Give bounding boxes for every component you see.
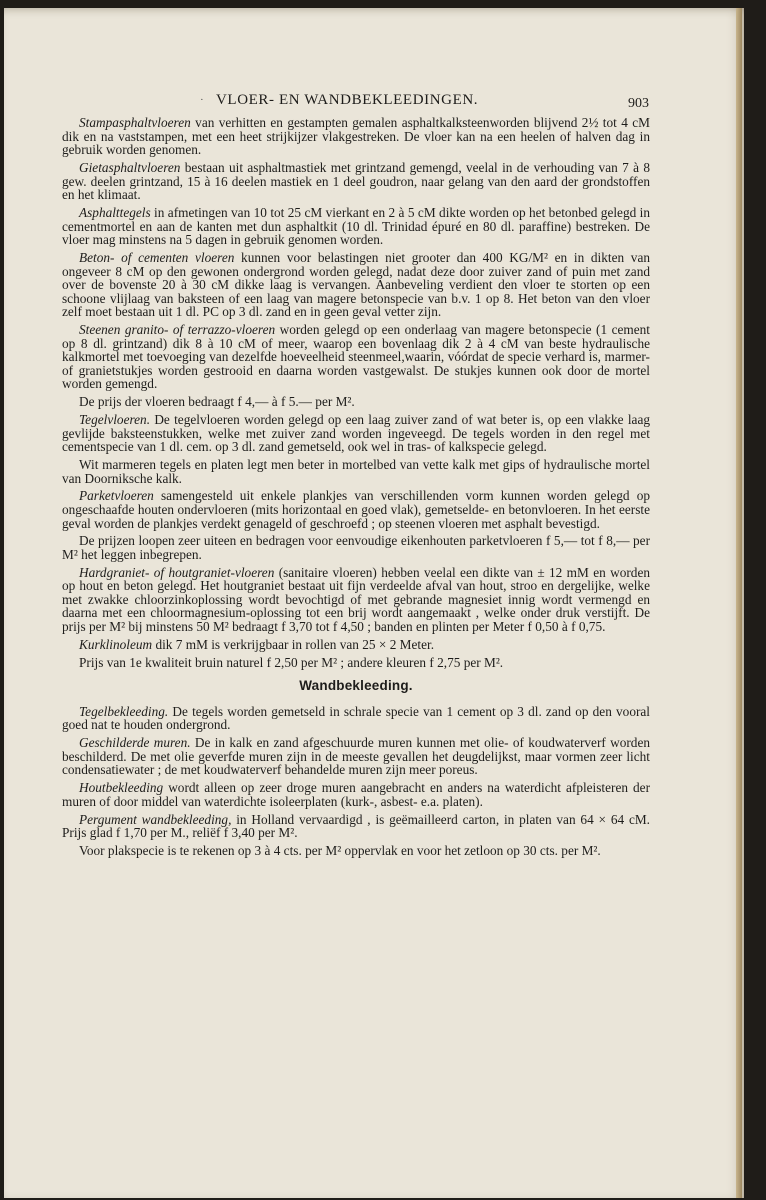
paragraph-text: in Holland vervaardigd , is geëmailleerd carton, in platen van 64 × 64 cM. Prijs glad f 1,70 per M., reliëf f 3,40 per M². bbox=[62, 811, 650, 841]
paragraph-term: Houtbekleeding bbox=[79, 780, 164, 796]
paragraph-text: van verhitten en gestampten gemalen asphaltkalksteenworden blijvend 2½ tot 4 cM dik en na vaststampen, met een heet strijkijzer vlakgestreken. De vloer kan na een heelen of halven dag in gebruik worden genomen. bbox=[62, 115, 650, 158]
paragraph bbox=[62, 705, 650, 732]
paragraph bbox=[62, 844, 650, 858]
paragraph-term: Steenen granito- of terrazzo-vloeren bbox=[79, 322, 276, 338]
paragraph bbox=[62, 736, 650, 777]
page-edge bbox=[736, 8, 742, 1198]
paragraph-term: Pergument wandbekleeding, bbox=[79, 811, 232, 827]
paragraph bbox=[62, 161, 650, 202]
paragraph-text: worden gelegd op een onderlaag van magere betonspecie (1 cement op 8 dl. grintzand) dik 8 à 10 cM of meer, waarop een bovenlaag dik 2 à 4 cM van beste hydraulische kalkmortel met toevoeging van dezelfde hoeveelheid steenmeel,waarin, vóórdat de specie verhard is, marmer- of granietstukjes worden gestrooid en daarna worden vastgewalst. De stukjes kunnen ook door de mortel worden gemengd. bbox=[62, 322, 650, 392]
page-body bbox=[62, 116, 650, 862]
paragraph-term: Tegelvloeren. bbox=[79, 412, 151, 427]
paragraph-text: dik 7 mM is verkrijgbaar in rollen van 25 × 2 Meter. bbox=[152, 636, 435, 652]
paragraph-text: kunnen voor belastingen niet grooter dan 400 KG/M² en in dikten van ongeveer 8 cM op den gewonen ondergrond worden gelegd, nadat deze door zuiver zand of puin met zand over de bovenste 20 à 30 cM dikke laag is vervangen. Aanbeveling verdient den vloer te storten op een schoone vlijlaag van baksteen of een laag van magere betonspecie van b.v. 1 op 8. Het beton van den vloer zelf moet bestaan uit 1 dl. PC op 3 dl. zand en in geen geval vetter zijn. bbox=[62, 249, 650, 320]
paragraph-text: Prijs van 1e kwaliteit bruin naturel f 2,50 per M² ; andere kleuren f 2,75 per M². bbox=[79, 654, 504, 670]
margin-mark: · bbox=[200, 94, 204, 106]
paragraph-text: De prijzen loopen zeer uiteen en bedragen voor eenvoudige eikenhouten parketvloeren f 5,— tot f 8,— per M² het leggen inbegrepen. bbox=[62, 533, 650, 562]
paragraph-text: De tegelvloeren worden gelegd op een laag zuiver zand of wat beter is, op een vlakke laag gevlijde baksteenstukken, welke met zuiver zand worden ingeveegd. De tegels worden in den regel met cementspecie van 1 dl. cem. op 3 dl. zand gemetseld, ook wel in tras- of kalkspecie gelegd. bbox=[62, 412, 650, 455]
paragraph bbox=[62, 206, 650, 247]
floor-paragraphs bbox=[62, 116, 650, 669]
paragraph-term: Tegelbekleeding. bbox=[79, 703, 169, 719]
paragraph bbox=[62, 489, 650, 530]
paragraph-text: (sanitaire vloeren) hebben veelal een dikte van ± 12 mM en worden op hout en beton gelegd. Het houtgraniet bestaat uit fijn verdeelde afval van hout, stroo en dergelijke, welke met zwakke chloorzinkoplossing wordt bevochtigd of met gebrande magnesiet innig wordt vermengd en daarna met een chloormagnesium-oplossing tot een brij wordt aangemaakt , welke onder druk verstijft. De prijs per M² bij minstens 50 M² bedraagt f 3,70 tot f 4,50 ; banden en plinten per Meter f 0,50 à f 0,75. bbox=[62, 564, 650, 635]
paragraph-term: Stampasphaltvloeren bbox=[79, 115, 191, 130]
paragraph bbox=[62, 534, 650, 561]
paragraph-text: in afmetingen van 10 tot 25 cM vierkant en 2 à 5 cM dikte worden op het betonbed gelegd in cementmortel en aan de kanten met dun asphaltkit (10 dl. Trinidad épuré en 80 dl. paraffine) bestreken. De vloer mag minstens na 5 dagen in gebruik genomen worden. bbox=[62, 204, 650, 248]
paragraph-text: De prijs der vloeren bedraagt f 4,— à f 5.— per M². bbox=[79, 394, 355, 410]
wall-paragraphs bbox=[62, 705, 650, 858]
paragraph-text: bestaan uit asphaltmastiek met grintzand gemengd, veelal in de verhouding van 7 à 8 gew. deelen grintzand, 15 à 16 deelen mastiek en 1 deel goudron, naar gelang van den aard der grondstoffen en het klimaat. bbox=[62, 159, 650, 203]
paragraph-term: Asphalttegels bbox=[79, 204, 151, 220]
paragraph bbox=[62, 116, 650, 157]
paragraph-text: De tegels worden gemetseld in schrale specie van 1 cement op 3 dl. zand op den vooral goed nat te houden ondergrond. bbox=[62, 703, 650, 733]
paragraph bbox=[62, 656, 650, 670]
running-head bbox=[4, 92, 744, 114]
paragraph bbox=[62, 638, 650, 652]
paragraph-term: Hardgraniet- of houtgraniet-vloeren bbox=[79, 564, 275, 580]
paragraph bbox=[62, 395, 650, 409]
paragraph bbox=[62, 251, 650, 319]
paragraph bbox=[62, 458, 650, 485]
paragraph bbox=[62, 323, 650, 391]
paragraph-text: Wit marmeren tegels en platen legt men beter in mortelbed van vette kalk met gips of hydraulische mortel van Doorniksche kalk. bbox=[62, 456, 650, 486]
page-number: 903 bbox=[628, 96, 649, 111]
section-title: Wandbekleeding. bbox=[299, 678, 413, 694]
paragraph bbox=[62, 813, 650, 840]
book-page bbox=[4, 8, 744, 1198]
paragraph-text: De in kalk en zand afgeschuurde muren kunnen met olie- of koudwaterverf worden beschilderd. De met olie geverfde muren zijn in de meeste gevallen het deugdelijkst, maar vormen zeer licht condensatiewater ; de met koudwaterverf behandelde muren zijn meer poreus. bbox=[62, 735, 651, 778]
paragraph bbox=[62, 566, 650, 634]
paragraph-term: Geschilderde muren. bbox=[79, 735, 191, 751]
page-title: VLOER- EN WANDBEKLEEDINGEN. bbox=[216, 92, 479, 108]
paragraph-text: Voor plakspecie is te rekenen op 3 à 4 cts. per M² oppervlak en voor het zetloon op 30 cts. per M². bbox=[79, 842, 601, 858]
paragraph bbox=[62, 413, 650, 454]
paragraph-term: Gietasphaltvloeren bbox=[79, 159, 181, 175]
paragraph-term: Beton- of cementen vloeren bbox=[79, 249, 235, 265]
paragraph-text: wordt alleen op zeer droge muren aangebracht en anders na waterdicht afpleisteren der muren of door middel van waterdichte isoleerplaten (kurk-, asbest- e.a. platen). bbox=[62, 780, 650, 809]
paragraph-term: Parketvloeren bbox=[79, 488, 154, 504]
paragraph-text: samengesteld uit enkele plankjes van verschillenden vorm kunnen worden gelegd op ongeschaafde houten ondervloeren (mits horizontaal en goed vlak), gemetselde- en betonvloeren. In het eerste geval worden de plankjes verdekt genageld of geschroefd ; op steenen vloeren met asphalt bevestigd. bbox=[62, 488, 650, 531]
paragraph-term: Kurklinoleum bbox=[79, 636, 153, 652]
paragraph bbox=[62, 781, 650, 808]
